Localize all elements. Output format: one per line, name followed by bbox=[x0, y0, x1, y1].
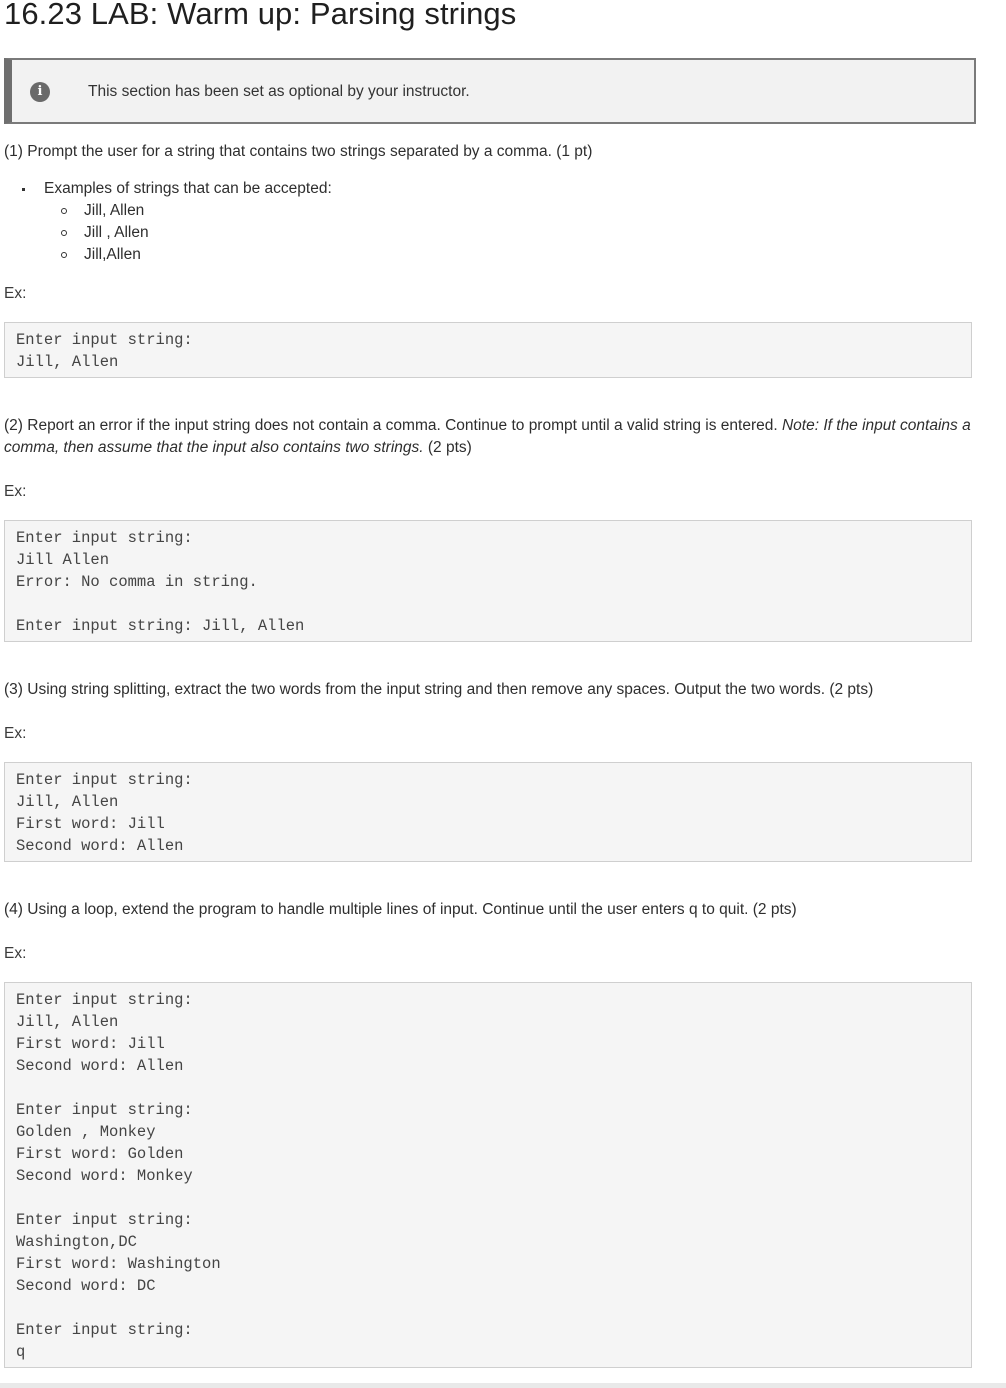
part2-text: (2) Report an error if the input string does not contain a comma. Continue to prompt until a valid string is entered. bbox=[4, 417, 782, 434]
part4-instruction: (4) Using a loop, extend the program to handle multiple lines of input. Continue until the user enters q to quit. (2 pts) bbox=[4, 901, 797, 918]
optional-notice bbox=[4, 58, 976, 124]
part1-instruction: (1) Prompt the user for a string that contains two strings separated by a comma. (1 pt) bbox=[4, 143, 593, 160]
page-bottom-edge bbox=[0, 1383, 1006, 1388]
list-item bbox=[4, 178, 332, 266]
info-icon: i bbox=[30, 82, 50, 102]
examples-list bbox=[4, 178, 332, 266]
example-label: Ex: bbox=[4, 725, 27, 742]
list-item: Jill,Allen bbox=[44, 244, 332, 266]
example-label: Ex: bbox=[4, 285, 27, 302]
code-example-3 bbox=[4, 762, 972, 862]
examples-sublist bbox=[44, 200, 332, 266]
code-text: Enter input string: Jill, Allen First word: Jill Second word: Allen bbox=[16, 771, 193, 855]
code-example-4 bbox=[4, 982, 972, 1368]
list-item: Jill , Allen bbox=[44, 222, 332, 244]
example-label: Ex: bbox=[4, 945, 27, 962]
examples-heading: Examples of strings that can be accepted: bbox=[44, 180, 332, 197]
notice-text: This section has been set as optional by your instructor. bbox=[88, 83, 470, 100]
code-text: Enter input string: Jill, Allen First word: Jill Second word: Allen Enter input string: Golden , Monkey First word: Golden Second word: Monkey Enter input string: Washington,DC First word: Washington Second word: DC Enter input string: q bbox=[16, 991, 221, 1361]
part2-points: (2 pts) bbox=[423, 439, 472, 456]
part2-note: Note: If the input contains a comma, then assume that the input also contains two strings. bbox=[4, 417, 971, 456]
code-text: Enter input string: Jill, Allen bbox=[16, 331, 193, 371]
page-title: 16.23 LAB: Warm up: Parsing strings bbox=[4, 0, 517, 31]
example-label: Ex: bbox=[4, 483, 27, 500]
code-text: Enter input string: Jill Allen Error: No comma in string. Enter input string: Jill, Allen bbox=[16, 529, 305, 635]
code-example-1 bbox=[4, 322, 972, 378]
list-item: Jill, Allen bbox=[44, 200, 332, 222]
code-example-2 bbox=[4, 520, 972, 642]
part2-instruction bbox=[4, 415, 974, 459]
part3-instruction: (3) Using string splitting, extract the two words from the input string and then remove any spaces. Output the two words. (2 pts) bbox=[4, 681, 874, 698]
